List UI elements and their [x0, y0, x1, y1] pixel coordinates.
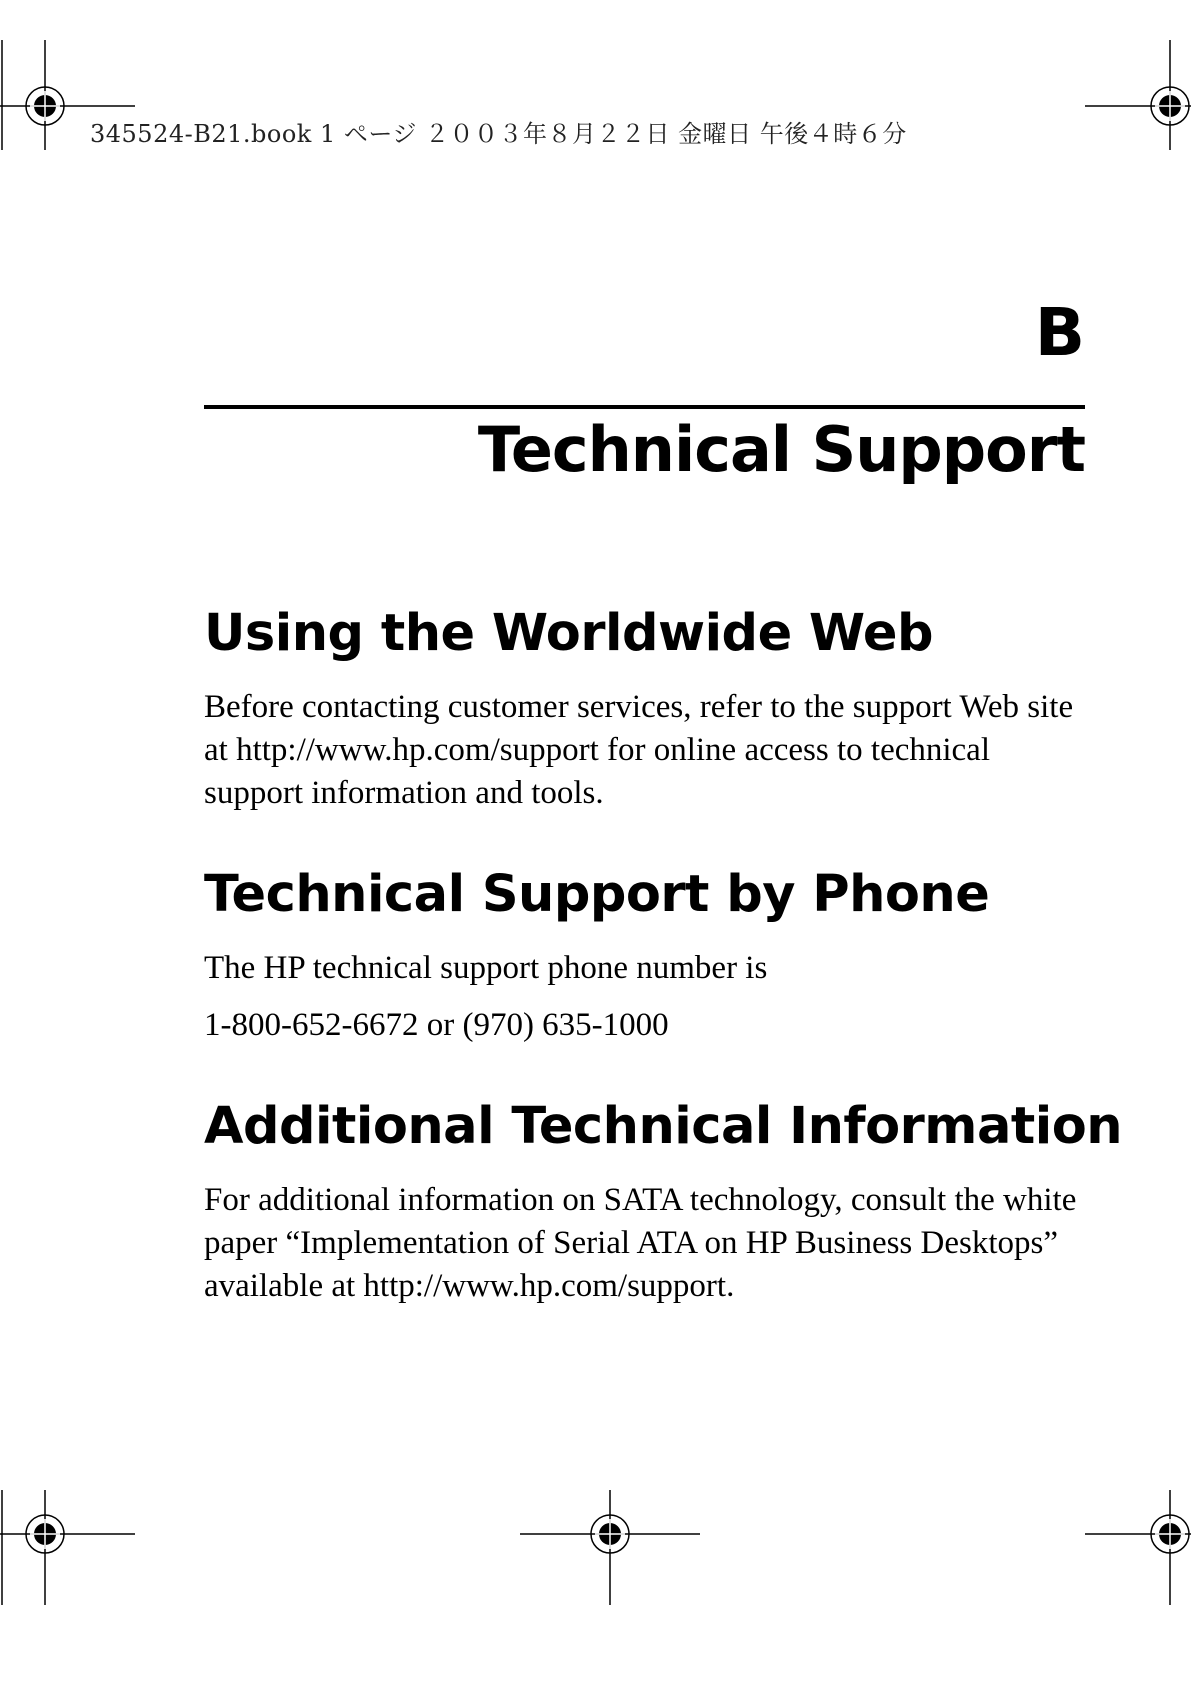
section-support-by-phone	[204, 864, 1084, 1047]
print-slug-header: 345524-B21.book 1 ページ ２００３年８月２２日 金曜日 午後４時６分	[90, 120, 907, 148]
registration-mark-top-right	[1085, 40, 1191, 150]
section-body: For additional information on SATA technology, consult the white paper “Implementation of Serial ATA on HP Business Desktops” available at http://www.hp.com/support.	[204, 1182, 1077, 1305]
chapter-title: Technical Support	[477, 413, 1085, 486]
section-heading: Using the Worldwide Web	[204, 604, 933, 663]
section-worldwide-web	[204, 603, 1084, 815]
chapter-letter: B	[1034, 294, 1085, 371]
section-body: Before contacting customer services, refer to the support Web site at http://www.hp.com/support for online access to technical support information and tools.	[204, 689, 1074, 812]
registration-mark-bottom-center	[520, 1490, 700, 1605]
phone-numbers: 1-800-652-6672 or (970) 635-1000	[204, 1007, 669, 1044]
registration-mark-bottom-left	[0, 1490, 140, 1605]
section-heading: Technical Support by Phone	[204, 865, 990, 924]
registration-mark-bottom-right	[1085, 1490, 1191, 1605]
section-heading: Additional Technical Information	[204, 1097, 1123, 1156]
section-additional-info	[204, 1096, 1123, 1308]
section-body: The HP technical support phone number is	[204, 950, 768, 987]
chapter-divider-rule	[204, 405, 1085, 409]
